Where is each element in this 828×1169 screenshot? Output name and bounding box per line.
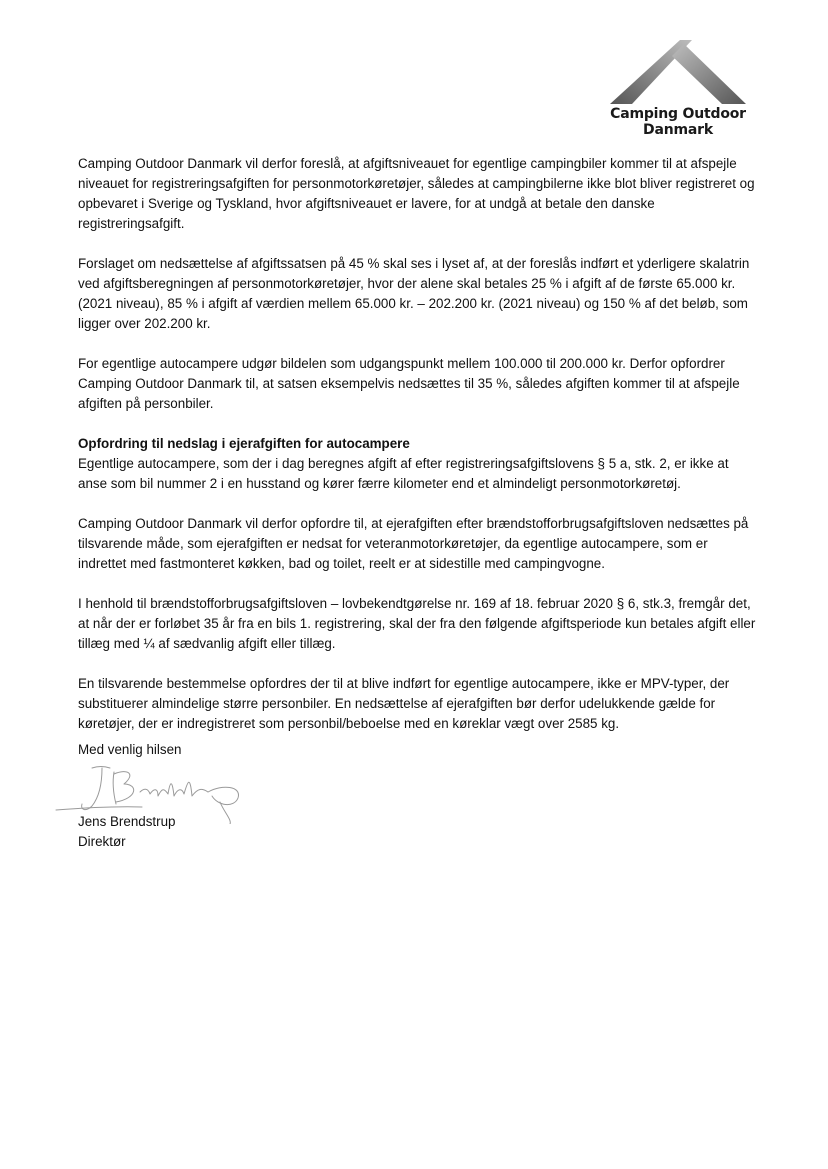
signer-name: Jens Brendstrup [78,814,176,829]
paragraph: En tilsvarende bestemmelse opfordres der til at blive indført for egentlige autocampere, ikke er MPV-typer, der substituerer almindelige større personbiler. En nedsættelse af ejerafgiften bør derfor udelukkende gælde for køretøjer, der er indregistreret som personbil/beboelse med en køreklar vægt over 2585 kg. [78,676,730,731]
logo-line-2: Danmark [643,122,713,138]
signer-title: Direktør [78,834,126,849]
paragraph: Camping Outdoor Danmark vil derfor foreslå, at afgiftsniveauet for egentlige campingbiler kommer til at afspejle niveauet for registreringsafgiften for personmotorkøretøjer, således at campingbilerne ikke blot bliver registreret og opbevaret i Sverige og Tyskland, hvor afgiftsniveauet er lavere, for at undgå at betale den danske registreringsafgift. [78,156,755,231]
paragraph: Forslaget om nedsættelse af afgiftssatsen på 45 % skal ses i lyset af, at der foreslås indført et yderligere skalatrin ved afgiftsberegningen af personmotorkøretøjer, hvor der alene skal betales 25 % i afgift af de første 65.000 kr. (2021 niveau), 85 % i afgift af værdien mellem 65.000 kr. – 202.200 kr. (2021 niveau) og 150 % af det beløb, som ligger over 202.200 kr. [78,256,750,331]
paragraph: For egentlige autocampere udgør bildelen som udgangspunkt mellem 100.000 til 200.000 kr. Derfor opfordrer Camping Outdoor Danmark til, at satsen eksempelvis nedsættes til 35 %, således afgiften kommer til at afspejle afgiften på personbiler. [78,356,740,411]
letter-body [78,154,758,754]
paragraph: I henhold til brændstofforbrugsafgiftsloven – lovbekendtgørelse nr. 169 af 18. februar 2020 § 6, stk.3, fremgår det, at når der er forløbet 35 år fra en bils 1. registrering, skal der fra den følgende afgiftsperiode kun betales afgift eller tillæg med ¼ af sædvanlig afgift eller tillæg. [78,596,756,651]
section-heading: Opfordring til nedslag i ejerafgiften for autocampere [78,436,410,451]
paragraph: Egentlige autocampere, som der i dag beregnes afgift af efter registreringsafgiftslovens § 5 a, stk. 2, er ikke at anse som bil nummer 2 i en husstand og kører færre kilometer end et almindeligt personmotorkøretøj. [78,456,729,491]
paragraph: Camping Outdoor Danmark vil derfor opfordre til, at ejerafgiften efter brændstofforbrugsafgiftsloven nedsættes på tilsvarende måde, som ejerafgiften er nedsat for veteranmotorkøretøjer, da egentlige autocampere, som er indrettet med fastmonteret køkken, bad og toilet, reelt er at sidestille med campingvogne. [78,516,749,571]
closing-greeting: Med venlig hilsen [78,742,182,757]
logo-line-1: Camping Outdoor [610,106,746,122]
logo-wordmark [598,106,758,138]
signer-block [78,812,176,852]
camping-outdoor-danmark-logo [598,38,758,148]
tent-mountain-logo-icon [610,38,746,104]
